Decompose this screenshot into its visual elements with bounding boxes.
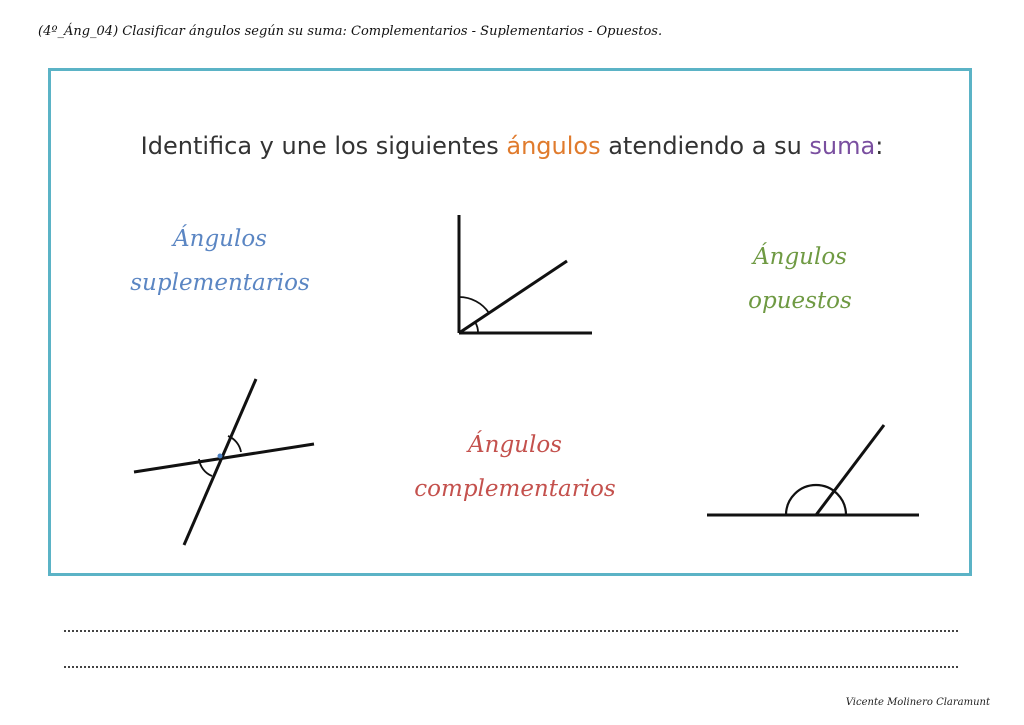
label-opuestos-line2: opuestos bbox=[748, 287, 852, 314]
label-opuestos-line1: Ángulos bbox=[753, 244, 847, 270]
instruction-text bbox=[0, 132, 1024, 160]
label-suplementarios-line2: suplementarios bbox=[130, 269, 310, 296]
page-header-title: (4º_Áng_04) Clasificar ángulos según su suma: Complementarios - Suplementarios - Opuestos. bbox=[38, 24, 663, 39]
label-complementarios-line2: complementarios bbox=[414, 475, 616, 502]
label-angulos-opuestos[interactable] bbox=[720, 236, 880, 323]
answer-line-1[interactable] bbox=[64, 630, 958, 632]
instruction-part-1: Identifica y une los siguientes bbox=[140, 132, 507, 160]
label-suplementarios-line1: Ángulos bbox=[173, 226, 267, 252]
instruction-word-suma: suma bbox=[809, 132, 876, 160]
label-angulos-suplementarios[interactable] bbox=[115, 218, 325, 305]
answer-line-2[interactable] bbox=[64, 666, 958, 668]
instruction-part-3: : bbox=[875, 132, 884, 160]
author-credit: Vicente Molinero Claramunt bbox=[845, 697, 990, 708]
instruction-word-angulos: ángulos bbox=[506, 132, 601, 160]
label-complementarios-line1: Ángulos bbox=[468, 432, 562, 458]
label-angulos-complementarios[interactable] bbox=[400, 424, 630, 511]
instruction-part-2: atendiendo a su bbox=[600, 132, 810, 160]
